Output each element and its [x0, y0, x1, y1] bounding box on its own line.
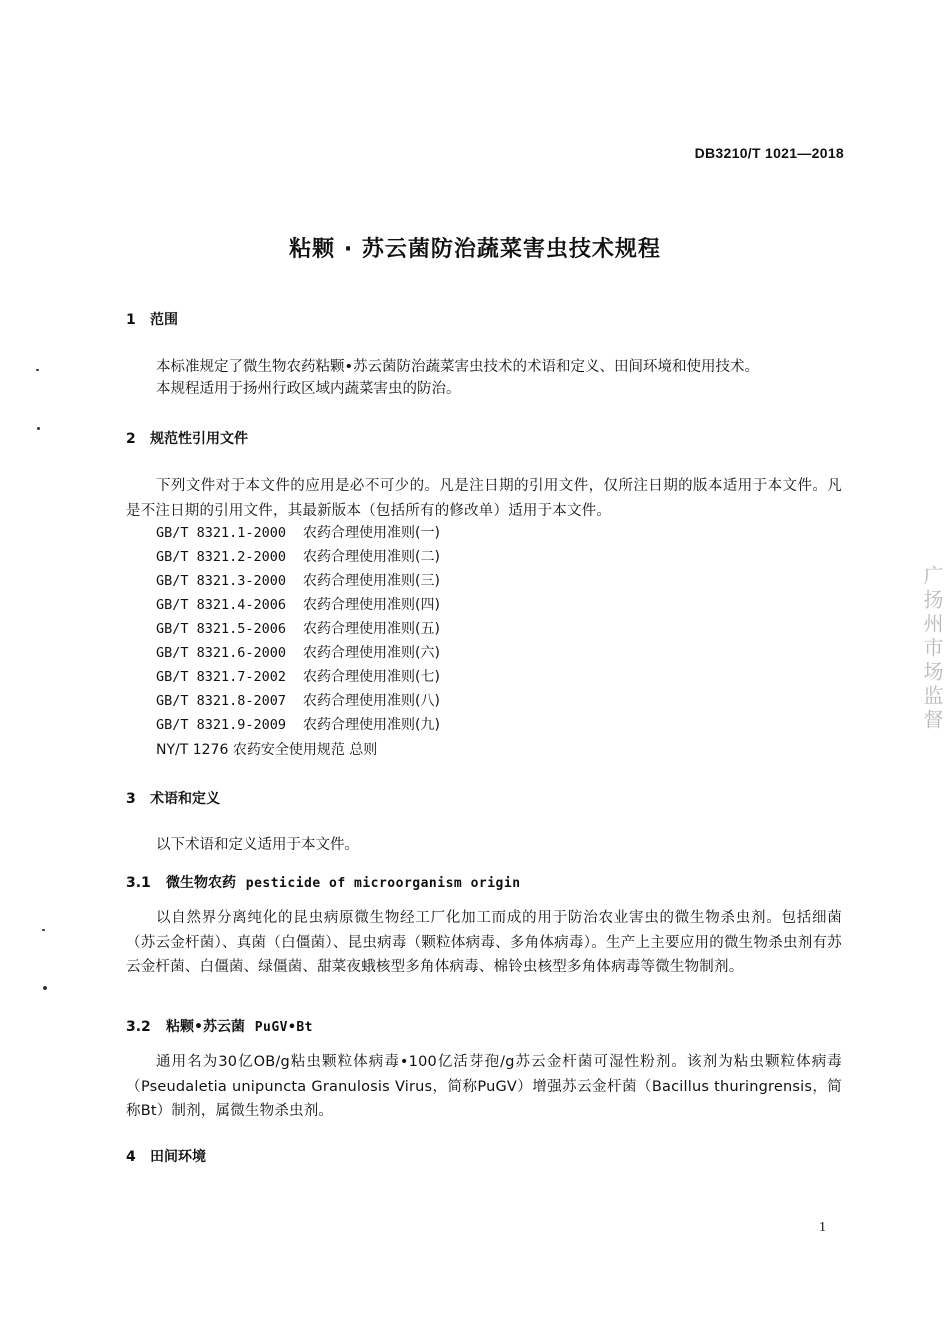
reference-item [156, 618, 440, 638]
subsection-3-2-body: 通用名为30亿OB/g粘虫颗粒体病毒•100亿活芽孢/g苏云金杆菌可湿性粉剂。该剂为粘虫颗粒体病毒（Pseudaletia unipuncta Granulosis Virus，简称PuGV）增强苏云金杆菌（Bacillus thuringrensis，简称Bt）制剂，属微生物杀虫剂。 [126, 1054, 842, 1119]
reference-name: 农药合理使用准则(五) [303, 621, 440, 637]
subsection-3-2-heading [126, 1016, 313, 1036]
section-number: 1 [126, 312, 136, 328]
reference-item [156, 594, 440, 614]
reference-code: GB/T 8321.3-2000 [156, 573, 287, 589]
section-2-heading [126, 428, 248, 448]
subsection-3-1-heading [126, 872, 521, 892]
reference-code: GB/T 8321.2-2000 [156, 549, 287, 565]
section-1-paragraph-1: 本标准规定了微生物农药粘颗•苏云菌防治蔬菜害虫技术的术语和定义、田间环境和使用技术。 [156, 359, 760, 375]
reference-name: 农药合理使用准则(一) [303, 525, 440, 541]
reference-item [156, 714, 440, 734]
section-number: 4 [126, 1149, 136, 1165]
section-title: 规范性引用文件 [150, 431, 248, 447]
section-title: 范围 [150, 312, 178, 328]
reference-item [156, 642, 440, 662]
scan-speck [37, 427, 40, 430]
section-4-heading [126, 1146, 206, 1166]
section-3-heading [126, 788, 220, 808]
reference-name: NY/T 1276 农药安全使用规范 总则 [156, 742, 378, 758]
subsection-title-en: pesticide of microorganism origin [245, 876, 521, 891]
reference-code: GB/T 8321.9-2009 [156, 717, 287, 733]
section-1-heading [126, 309, 178, 329]
reference-name: 农药合理使用准则(四) [303, 597, 440, 613]
edge-stamp: 广扬州市场监督 [920, 565, 944, 733]
document-title: 粘颗 · 苏云菌防治蔬菜害虫技术规程 [289, 237, 661, 262]
reference-name: 农药合理使用准则(三) [303, 573, 440, 589]
scan-speck [36, 369, 39, 371]
reference-code: GB/T 8321.1-2000 [156, 525, 287, 541]
reference-code: GB/T 8321.8-2007 [156, 693, 287, 709]
scan-speck [43, 986, 47, 990]
section-title: 田间环境 [150, 1149, 206, 1165]
scan-speck [42, 929, 45, 931]
page-number: 1 [819, 1220, 826, 1235]
section-3-intro: 以下术语和定义适用于本文件。 [156, 837, 359, 853]
document-code: DB3210/T 1021—2018 [694, 145, 844, 161]
reference-name: 农药合理使用准则(九) [303, 717, 440, 733]
section-number: 3 [126, 791, 136, 807]
reference-name: 农药合理使用准则(八) [303, 693, 440, 709]
reference-code: GB/T 8321.4-2006 [156, 597, 287, 613]
section-number: 2 [126, 431, 136, 447]
reference-name: 农药合理使用准则(六) [303, 645, 440, 661]
reference-item [156, 690, 440, 710]
reference-code: GB/T 8321.6-2000 [156, 645, 287, 661]
subsection-number: 3.1 [126, 875, 151, 891]
reference-name: 农药合理使用准则(七) [303, 669, 440, 685]
reference-item-last [156, 739, 377, 759]
reference-name: 农药合理使用准则(二) [303, 549, 440, 565]
section-title: 术语和定义 [150, 791, 220, 807]
reference-code: GB/T 8321.5-2006 [156, 621, 287, 637]
subsection-3-1-body: 以自然界分离纯化的昆虫病原微生物经工厂化加工而成的用于防治农业害虫的微生物杀虫剂。包括细菌（苏云金杆菌）、真菌（白僵菌）、昆虫病毒（颗粒体病毒、多角体病毒）。生产上主要应用的微生物杀虫剂有苏云金杆菌、白僵菌、绿僵菌、甜菜夜蛾核型多角体病毒、棉铃虫核型多角体病毒等微生物制剂。 [126, 910, 842, 975]
reference-code: GB/T 8321.7-2002 [156, 669, 287, 685]
subsection-title-cn: 微生物农药 [166, 875, 236, 891]
reference-item [156, 522, 440, 542]
subsection-title-en: PuGV•Bt [254, 1020, 313, 1035]
reference-item [156, 570, 440, 590]
reference-item [156, 666, 440, 686]
section-2-intro: 下列文件对于本文件的应用是必不可少的。凡是注日期的引用文件，仅所注日期的版本适用于本文件。凡是不注日期的引用文件，其最新版本（包括所有的修改单）适用于本文件。 [126, 478, 842, 519]
subsection-title-cn: 粘颗•苏云菌 [166, 1019, 245, 1035]
subsection-number: 3.2 [126, 1019, 151, 1035]
section-1-paragraph-2: 本规程适用于扬州行政区域内蔬菜害虫的防治。 [156, 381, 461, 397]
reference-item [156, 546, 440, 566]
